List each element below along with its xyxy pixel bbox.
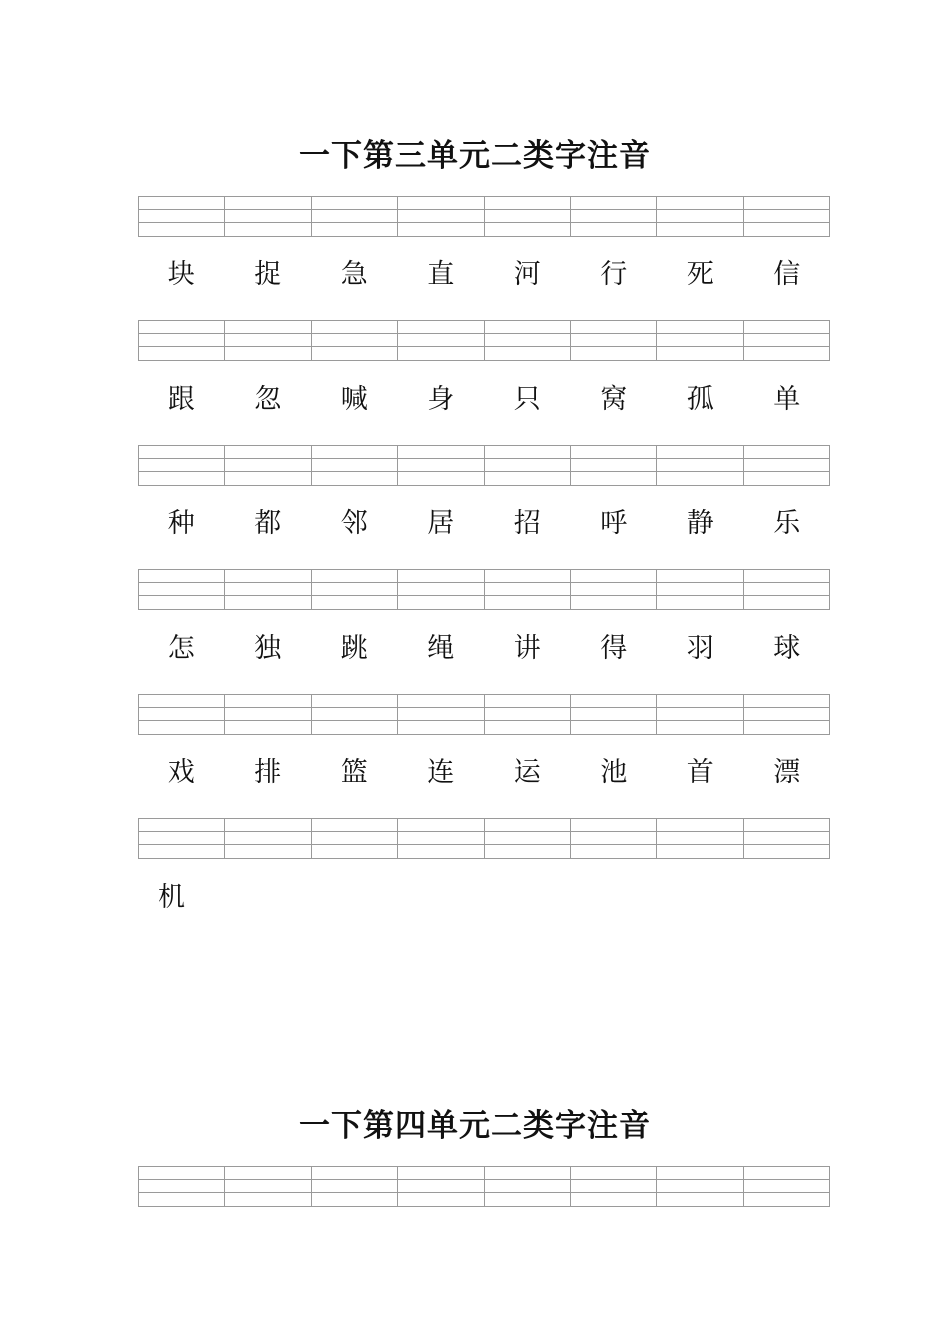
character: 招	[513, 508, 541, 539]
pinyin-cell[interactable]	[571, 819, 657, 858]
character: 种	[167, 508, 195, 539]
pinyin-cell[interactable]	[312, 197, 398, 236]
pinyin-cell[interactable]	[398, 321, 484, 360]
character: 连	[427, 757, 455, 788]
pinyin-cell[interactable]	[657, 197, 743, 236]
pinyin-cell[interactable]	[744, 695, 829, 734]
character-row-5	[138, 753, 830, 793]
character: 讲	[513, 633, 541, 664]
character: 排	[254, 757, 282, 788]
pinyin-cell[interactable]	[657, 570, 743, 609]
pinyin-grid-row-5[interactable]	[138, 694, 830, 735]
pinyin-cell[interactable]	[139, 197, 225, 236]
pinyin-cell[interactable]	[744, 819, 829, 858]
character: 喊	[340, 384, 368, 415]
pinyin-cell[interactable]	[744, 321, 829, 360]
character-row-2	[138, 380, 830, 420]
character: 静	[686, 508, 714, 539]
character: 忽	[254, 384, 282, 415]
pinyin-cell[interactable]	[744, 446, 829, 485]
character: 机	[158, 882, 185, 913]
pinyin-cell[interactable]	[744, 197, 829, 236]
section-title-unit4: 一下第四单元二类字注音	[299, 1108, 651, 1144]
pinyin-grid-unit4-row-1[interactable]	[138, 1166, 830, 1207]
character: 都	[254, 508, 282, 539]
character: 漂	[773, 757, 801, 788]
character: 邻	[340, 508, 368, 539]
pinyin-cell[interactable]	[398, 1167, 484, 1206]
pinyin-cell[interactable]	[657, 695, 743, 734]
character: 跳	[340, 633, 368, 664]
pinyin-cell[interactable]	[139, 819, 225, 858]
pinyin-cell[interactable]	[571, 197, 657, 236]
character: 身	[427, 384, 455, 415]
pinyin-cell[interactable]	[485, 1167, 571, 1206]
pinyin-cell[interactable]	[312, 819, 398, 858]
character: 独	[254, 633, 282, 664]
pinyin-cell[interactable]	[571, 446, 657, 485]
pinyin-cell[interactable]	[139, 446, 225, 485]
pinyin-cell[interactable]	[225, 570, 311, 609]
pinyin-cell[interactable]	[485, 197, 571, 236]
pinyin-cell[interactable]	[225, 446, 311, 485]
pinyin-cell[interactable]	[225, 819, 311, 858]
pinyin-grid-row-4[interactable]	[138, 569, 830, 610]
pinyin-cell[interactable]	[485, 570, 571, 609]
character: 首	[686, 757, 714, 788]
character: 呼	[600, 508, 628, 539]
character: 篮	[340, 757, 368, 788]
character: 只	[513, 384, 541, 415]
pinyin-cell[interactable]	[225, 1167, 311, 1206]
pinyin-cell[interactable]	[571, 1167, 657, 1206]
character: 块	[167, 259, 195, 290]
pinyin-cell[interactable]	[312, 695, 398, 734]
character: 死	[686, 259, 714, 290]
character: 绳	[427, 633, 455, 664]
pinyin-cell[interactable]	[225, 321, 311, 360]
character: 直	[427, 259, 455, 290]
pinyin-cell[interactable]	[312, 1167, 398, 1206]
pinyin-cell[interactable]	[312, 570, 398, 609]
section-title-unit3: 一下第三单元二类字注音	[299, 138, 651, 174]
character: 球	[773, 633, 801, 664]
pinyin-cell[interactable]	[139, 695, 225, 734]
character: 乐	[773, 508, 801, 539]
character: 羽	[686, 633, 714, 664]
pinyin-cell[interactable]	[657, 819, 743, 858]
character: 池	[600, 757, 628, 788]
character: 信	[773, 259, 801, 290]
pinyin-grid-row-6[interactable]	[138, 818, 830, 859]
character: 窝	[600, 384, 628, 415]
character-row-1	[138, 255, 830, 295]
pinyin-cell[interactable]	[139, 570, 225, 609]
character: 得	[600, 633, 628, 664]
character: 跟	[167, 384, 195, 415]
pinyin-cell[interactable]	[571, 321, 657, 360]
pinyin-cell[interactable]	[485, 321, 571, 360]
character: 行	[600, 259, 628, 290]
character: 孤	[686, 384, 714, 415]
character: 运	[513, 757, 541, 788]
pinyin-cell[interactable]	[398, 819, 484, 858]
pinyin-cell[interactable]	[225, 695, 311, 734]
pinyin-cell[interactable]	[485, 446, 571, 485]
pinyin-cell[interactable]	[485, 695, 571, 734]
pinyin-cell[interactable]	[657, 1167, 743, 1206]
character-row-4	[138, 629, 830, 669]
pinyin-cell[interactable]	[571, 695, 657, 734]
pinyin-cell[interactable]	[571, 570, 657, 609]
pinyin-cell[interactable]	[485, 819, 571, 858]
character: 河	[513, 259, 541, 290]
character: 捉	[254, 259, 282, 290]
pinyin-cell[interactable]	[398, 197, 484, 236]
pinyin-cell[interactable]	[398, 446, 484, 485]
pinyin-cell[interactable]	[139, 321, 225, 360]
character-row-3	[138, 504, 830, 544]
character: 居	[427, 508, 455, 539]
pinyin-cell[interactable]	[398, 695, 484, 734]
character: 怎	[167, 633, 195, 664]
pinyin-cell[interactable]	[657, 321, 743, 360]
pinyin-grid-row-3[interactable]	[138, 445, 830, 486]
pinyin-cell[interactable]	[312, 321, 398, 360]
pinyin-grid-row-2[interactable]	[138, 320, 830, 361]
character: 戏	[167, 757, 195, 788]
character: 急	[340, 259, 368, 290]
pinyin-cell[interactable]	[312, 446, 398, 485]
character: 单	[773, 384, 801, 415]
pinyin-cell[interactable]	[744, 1167, 829, 1206]
pinyin-cell[interactable]	[139, 1167, 225, 1206]
pinyin-grid-row-1[interactable]	[138, 196, 830, 237]
pinyin-cell[interactable]	[398, 570, 484, 609]
pinyin-cell[interactable]	[744, 570, 829, 609]
pinyin-cell[interactable]	[657, 446, 743, 485]
pinyin-cell[interactable]	[225, 197, 311, 236]
